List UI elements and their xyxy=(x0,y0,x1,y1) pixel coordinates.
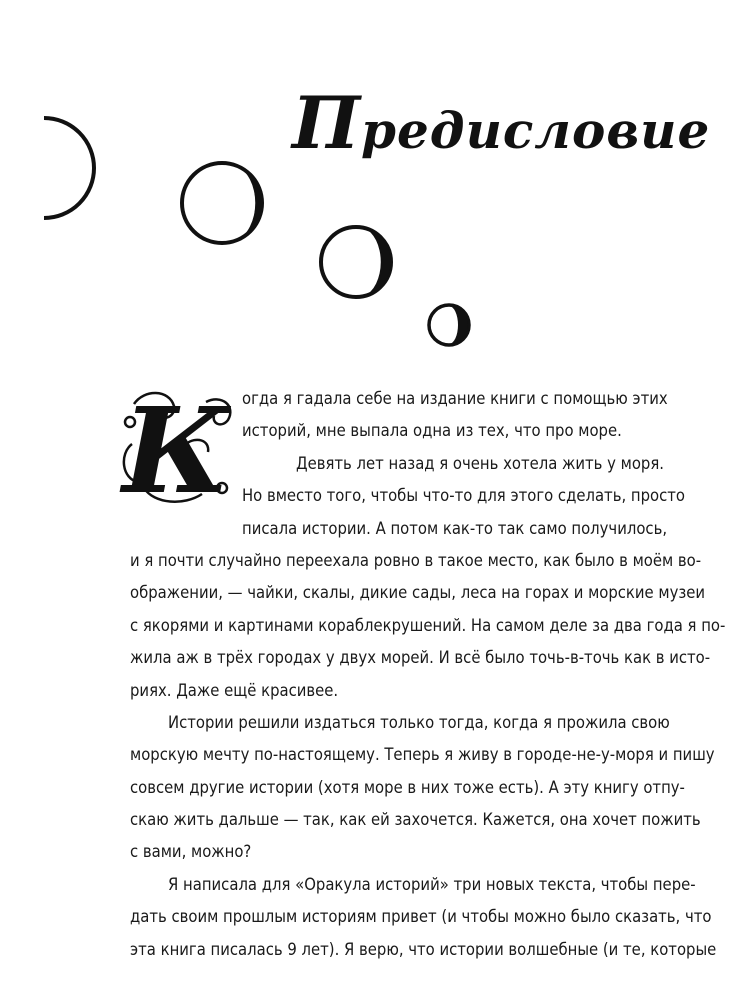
body-text xyxy=(130,383,726,966)
text-line: Но вместо того, чтобы что-то для этого сделать, просто xyxy=(242,486,685,506)
text-line: писала истории. А потом как-то так само получилось, xyxy=(242,518,668,538)
page-title xyxy=(292,78,711,168)
text-line: огда я гадала себе на издание книги с помощью этих xyxy=(242,389,668,408)
moon-phases-icon xyxy=(0,0,750,380)
text-line: историй, мне выпала одна из тех, что про море. xyxy=(242,421,622,441)
text-line: морскую мечту по-настоящему. Теперь я живу в городе-не-у-моря и пишу xyxy=(130,745,715,765)
text-line: риях. Даже ещё красивее. xyxy=(130,680,339,700)
text-line: Истории решили издаться только тогда, когда я прожила свою xyxy=(168,712,670,732)
gibbous-moon-icon xyxy=(321,227,391,297)
small-moon-icon xyxy=(429,305,469,345)
crescent-moon-icon xyxy=(44,118,94,218)
text-line: скаю жить дальше — так, как ей захочется. Кажется, она хочет пожить xyxy=(130,810,701,830)
text-line: жила аж в трёх городах у двух морей. И всё было точь-в-точь как в исто- xyxy=(130,648,711,668)
text-line: Я написала для «Оракула историй» три новых текста, чтобы пере- xyxy=(168,874,696,894)
dropcap-letter: К xyxy=(122,381,230,520)
text-line: ображении, — чайки, скалы, дикие сады, леса на горах и морские музеи xyxy=(130,583,706,603)
title-initial: П xyxy=(292,80,362,165)
waxing-moon-icon xyxy=(182,163,264,243)
text-line: совсем другие истории (хотя море в них тоже есть). А эту книгу отпу- xyxy=(130,777,685,797)
text-line: с якорями и картинами кораблекрушений. На самом деле за два года я по- xyxy=(130,615,726,635)
text-line: дать своим прошлым историям привет (и чтобы можно было сказать, что xyxy=(130,907,712,927)
text-line: с вами, можно? xyxy=(130,842,252,862)
text-line: Девять лет назад я очень хотела жить у моря. xyxy=(296,453,664,473)
text-line: и я почти случайно переехала ровно в такое место, как было в моём во- xyxy=(130,550,702,570)
text-line: эта книга писалась 9 лет). Я верю, что истории волшебные (и те, которые xyxy=(130,939,717,959)
title-rest: редисловие xyxy=(361,101,711,160)
